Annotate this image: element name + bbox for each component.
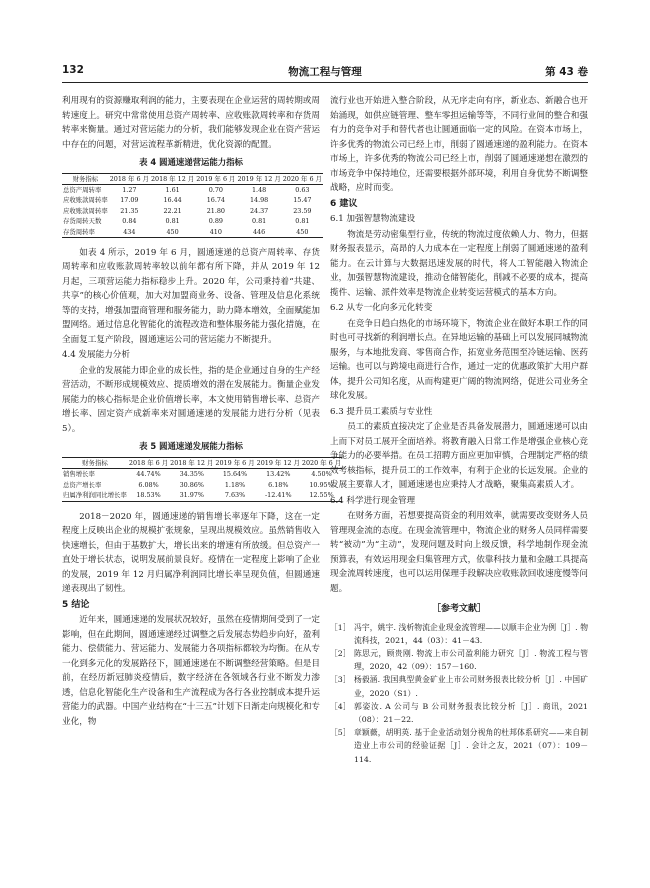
- table-cell: 0.81: [251, 217, 267, 226]
- table-cell: -12.41%: [265, 491, 292, 500]
- table-caption: 表 4 圆通速递营运能力指标: [139, 157, 243, 167]
- table-cell: 0.81: [165, 217, 180, 226]
- table-cell: 0.70: [208, 185, 223, 194]
- table-cell: 1.61: [165, 185, 180, 194]
- table-cell: 应收账款周转率: [63, 196, 108, 205]
- table-cell: 应收账款周转率: [63, 206, 108, 215]
- table-row: [62, 216, 323, 226]
- table-cell: 16.74: [206, 196, 225, 205]
- table-header-cell: 2018 年 12 月: [150, 174, 195, 183]
- reference-text: 章颖薇，胡明英. 基于企业活动划分视角的杜邦体系研究——来自制造业上市公司的经验证据［J］. 会计之友，2021（07）：109－114.: [354, 728, 588, 764]
- table-header-cell: 财务指标: [62, 173, 109, 184]
- reference-text: 冯宇，姚宇. 浅析物流企业现金流管理——以顺丰企业为例［J］. 物流科技，2021，44（03）：41－43.: [354, 622, 588, 645]
- table-cell: 15.64%: [222, 470, 248, 479]
- reference-text: 陈思元，顾贵刚. 物流上市公司盈利能力研究［J］. 物流工程与管理，2020，42（09）：157－160.: [354, 648, 588, 672]
- table-cell: 13.42%: [266, 470, 291, 479]
- paragraph: 在竞争日趋白热化的市场环境下，物流企业在做好本职工作的同时也可寻找新的利润增长点。在异地运输的基础上可以发展同城物流服务，与本地批发商、零售商合作，拓宽业务范围至冷链运输、医药运输。也可以与跨境电商进行合作，通过一定的优惠政策扩大用户群体，提升公司知名度，从而构建更广阔的物流网络，促进公司业务全球化发展。: [330, 318, 588, 401]
- table-cell: 15.47: [293, 196, 312, 205]
- table-cell: 总资产增长率: [63, 480, 102, 489]
- table-row: [62, 184, 323, 195]
- reference-number: ［2］: [330, 648, 351, 658]
- table-cell: 24.37: [249, 206, 269, 215]
- subsection-heading: 6.3 提升员工素质与专业性: [330, 406, 433, 417]
- table-row: [62, 206, 323, 216]
- table-cell: 446: [252, 227, 266, 236]
- table-row: [62, 195, 323, 205]
- table-5: [62, 457, 342, 502]
- table-cell: 14.98: [249, 196, 269, 205]
- table-header-cell: 2018 年 6 月: [109, 174, 149, 183]
- reference-item: [330, 700, 588, 726]
- reference-item: [330, 673, 588, 699]
- table-header-cell: 2020 年 6 月: [301, 458, 342, 467]
- subsection-heading: 6.1 加强智慧物流建设: [330, 214, 416, 224]
- table-cell: 450: [296, 227, 309, 236]
- table-row: [62, 227, 323, 238]
- table-cell: 0.63: [295, 185, 310, 194]
- table-cell: 归属净利润同比增长率: [63, 491, 127, 500]
- table-cell: 17.09: [120, 196, 139, 205]
- reference-number: ［5］: [330, 728, 351, 738]
- table-header-cell: 2018 年 12 月: [170, 458, 214, 467]
- table-cell: 1.18%: [224, 480, 246, 489]
- table-header-cell: 2019 年 6 月: [215, 458, 255, 467]
- journal-name: 物流工程与管理: [288, 66, 362, 78]
- table-cell: 12.55%: [309, 491, 334, 500]
- header-rule: [62, 82, 588, 83]
- references-heading: [330, 602, 588, 617]
- table-cell: 存货周转天数: [63, 217, 102, 226]
- table-cell: 1.27: [122, 185, 137, 194]
- table-cell: 0.89: [208, 217, 223, 226]
- table-row: [62, 480, 342, 490]
- paragraph: 流行业也开始进入整合阶段，从无序走向有序，新业态、新融合也开始涌现，如供应链管理、整车零担运输等等，不同行业间的整合和强有力的竞争对手和替代者也让圆通面临一定的风险。在资本市场上，许多优秀的物流公司已经上市，削弱了圆通速递的盈利能力。在资本市场上，许多优秀的物流公司已经上市，削弱了圆通速递想在激烈的市场竞争中保持地位，还需要根据外部环境，利用自身优势不断调整战略，应时而变。: [330, 96, 588, 193]
- paragraph: 利用现有的资源赚取利润的能力，主要表现在企业运营的周转期或周转速度上。研究中常常使用总资产周转率、应收账款周转率和存货周转率来衡量。通过对营运能力的分析，我们能够发现企业在资产营运中存在的问题，对营运流程革新精进，优化资源的配置。: [62, 96, 320, 150]
- reference-number: ［4］: [330, 701, 351, 711]
- paragraph: 如表 4 所示，2019 年 6 月，圆通速递的总资产周转率、存货周转率和应收账款周转率较以前年都有所下降，并从 2019 年 12 月起，三项营运能力指标稳步上升。2020 年，公司秉持着“共建、共享”的核心价值观，加大对加盟商业务、设备、管理及信息化系统等的支持，增强加盟商管理和服务能力，助力降本增效，全面赋能加盟网络。通过信息化智能化的流程改造和整体服务能力强化措施，在全面复工复产阶段，圆通速运公司的营运能力不断提升。: [62, 247, 320, 345]
- table-cell: 销售增长率: [63, 470, 95, 479]
- references-title: ［参考文献］: [431, 604, 486, 614]
- table-cell: 16.44: [163, 196, 182, 205]
- volume-label: 第 43 卷: [545, 66, 588, 78]
- table-cell: 10.95%: [309, 480, 334, 489]
- table-cell: 450: [166, 227, 179, 236]
- reference-item: [330, 726, 588, 766]
- reference-item: [330, 647, 588, 673]
- table-cell: 22.21: [163, 206, 182, 215]
- reference-number: ［3］: [330, 675, 351, 685]
- right-column: [330, 94, 588, 766]
- table-header-cell: 2018 年 6 月: [128, 458, 169, 467]
- table-cell: 0.81: [295, 217, 310, 226]
- table-cell: 18.53%: [136, 491, 161, 500]
- table-cell: 21.35: [120, 206, 139, 215]
- table-row: [62, 469, 342, 480]
- table-cell: 21.80: [206, 206, 225, 215]
- table-header-row: [62, 457, 342, 468]
- table-cell: 410: [209, 227, 222, 236]
- paragraph: 物流是劳动密集型行业，传统的物流过度依赖人力、物力，但据财务报表显示，高昂的人力成本在一定程度上削弱了圆通速递的盈利能力。在云计算与大数据迅速发展的时代，将人工智能融入物流企业，加强智慧物流建设，推动仓储智能化，削减不必要的成本，提高揽件、运输、派件效率是物流企业转变运营模式的基本方向。: [330, 229, 588, 298]
- table-header-cell: 2020 年 6 月: [282, 174, 322, 183]
- table-cell: 30.86%: [179, 480, 204, 489]
- table-cell: 31.97%: [179, 491, 204, 500]
- section-heading: 5 结论: [62, 599, 90, 610]
- section-heading: 6 建议: [330, 198, 358, 209]
- paragraph: 近年来，圆通速递的发展状况较好，虽然在疫情期间受到了一定影响，但在此期间，圆通速递经过调整之后发展态势趋步向好，盈利能力、偿债能力、营运能力、发展能力各项指标都较为均衡。在从专一化到多元化的发展路径下，圆通速递在不断调整经营策略。但是目前，在经历新冠肺炎疫情后，数字经济在各领域各行业不断发力渗透，信息化智能化生产设备和生产流程成为各行各业控制成本提升运营能力的武器。中国产业结构在“十三五”计划下日渐走向规模化和专业化，物: [62, 615, 321, 727]
- table-cell: 1.48: [251, 185, 267, 194]
- table-cell: 6.18%: [268, 480, 289, 489]
- table-cell: 23.59: [293, 206, 312, 215]
- table-4: [62, 173, 323, 238]
- paragraph: 在财务方面，若想要提高资金的利用效率，就需要改变财务人员管理现金流的态度。在现金流管理中，物流企业的财务人员同样需要转“被动”为“主动”，发现问题及时向上级反馈，科学地制作现金流预算表，有效运用现金归集管理方式，依靠科技力量和金融工具提高现金流周转速度，也可以运用保理手段解决应收账款回收速度慢等问题。: [330, 511, 588, 594]
- reference-text: 郭姿汝. A 公司与 B 公司财务报表比较分析［J］. 商讯，2021（08）：21－22.: [354, 701, 588, 724]
- table-cell: 7.63%: [224, 491, 246, 500]
- table-cell: 434: [123, 227, 136, 236]
- reference-text: 杨毅涵. 我国典型黄金矿业上市公司财务报表比较分析［J］. 中国矿业，2020（S1）.: [354, 675, 588, 698]
- reference-item: [330, 621, 588, 647]
- page-number: 132: [62, 64, 84, 76]
- table-caption: 表 5 圆通速递发展能力指标: [139, 441, 243, 452]
- section-heading: 4.4 发展能力分析: [62, 350, 130, 361]
- table-header-row: [62, 173, 323, 184]
- table-cell: 0.84: [122, 217, 137, 226]
- table-row: [62, 490, 342, 501]
- left-column: [62, 94, 342, 729]
- table-cell: 6.08%: [138, 480, 159, 489]
- table-header-cell: 2019 年 12 月: [256, 458, 300, 467]
- table-header-cell: 财务指标: [62, 457, 128, 468]
- table-cell: 4.50%: [311, 470, 332, 479]
- paragraph: 企业的发展能力即企业的成长性，指的是企业通过自身的生产经营活动，不断形成规模效应、提质增效的潜在发展能力。衡量企业发展能力的核心指标是企业价值增长率，本文使用销售增长率、总资产增长率、固定资产成新率来对圆通速递的发展能力进行分析（见表 5）。: [62, 365, 320, 434]
- subsection-heading: 6.2 从专一化向多元化转变: [330, 303, 433, 313]
- table-cell: 存货周转率: [63, 227, 95, 236]
- paragraph: 员工的素质直接决定了企业是否具备发展潜力，圆通速递可以由上而下对员工展开全面培养。将教育融入日常工作是增强企业核心竞争能力的必要举措。在员工招聘方面应更加审慎，合理制定严格的绩效考核指标，提升员工的工作效率，有利于企业的长远发展。企业的发展主要靠人才，圆通速递也应秉持人才战略，聚集高素质人才。: [330, 422, 588, 490]
- subsection-heading: 6.4 科学进行现金管理: [330, 495, 416, 506]
- reference-number: ［1］: [330, 622, 351, 632]
- running-header: [62, 62, 588, 80]
- paragraph: 2018－2020 年，圆通速递的销售增长率逐年下降，这在一定程度上反映出企业的规模扩张规象，呈现出规模效应。虽然销售收入快速增长，但由于基数扩大，增长出来的增速有所放缓。但总资产一直处于增长状态，说明发展前景良好。疫情在一定程度上影响了企业的发展，2019 年 12 月归属净利润同比增长率呈现负值，但圆通速递表现出了韧性。: [62, 511, 320, 595]
- table-cell: 44.74%: [136, 470, 161, 479]
- table-header-cell: 2019 年 6 月: [196, 174, 236, 183]
- table-header-cell: 2019 年 12 月: [237, 174, 281, 183]
- table-cell: 34.35%: [179, 470, 204, 479]
- table-cell: 总资产周转率: [63, 185, 102, 194]
